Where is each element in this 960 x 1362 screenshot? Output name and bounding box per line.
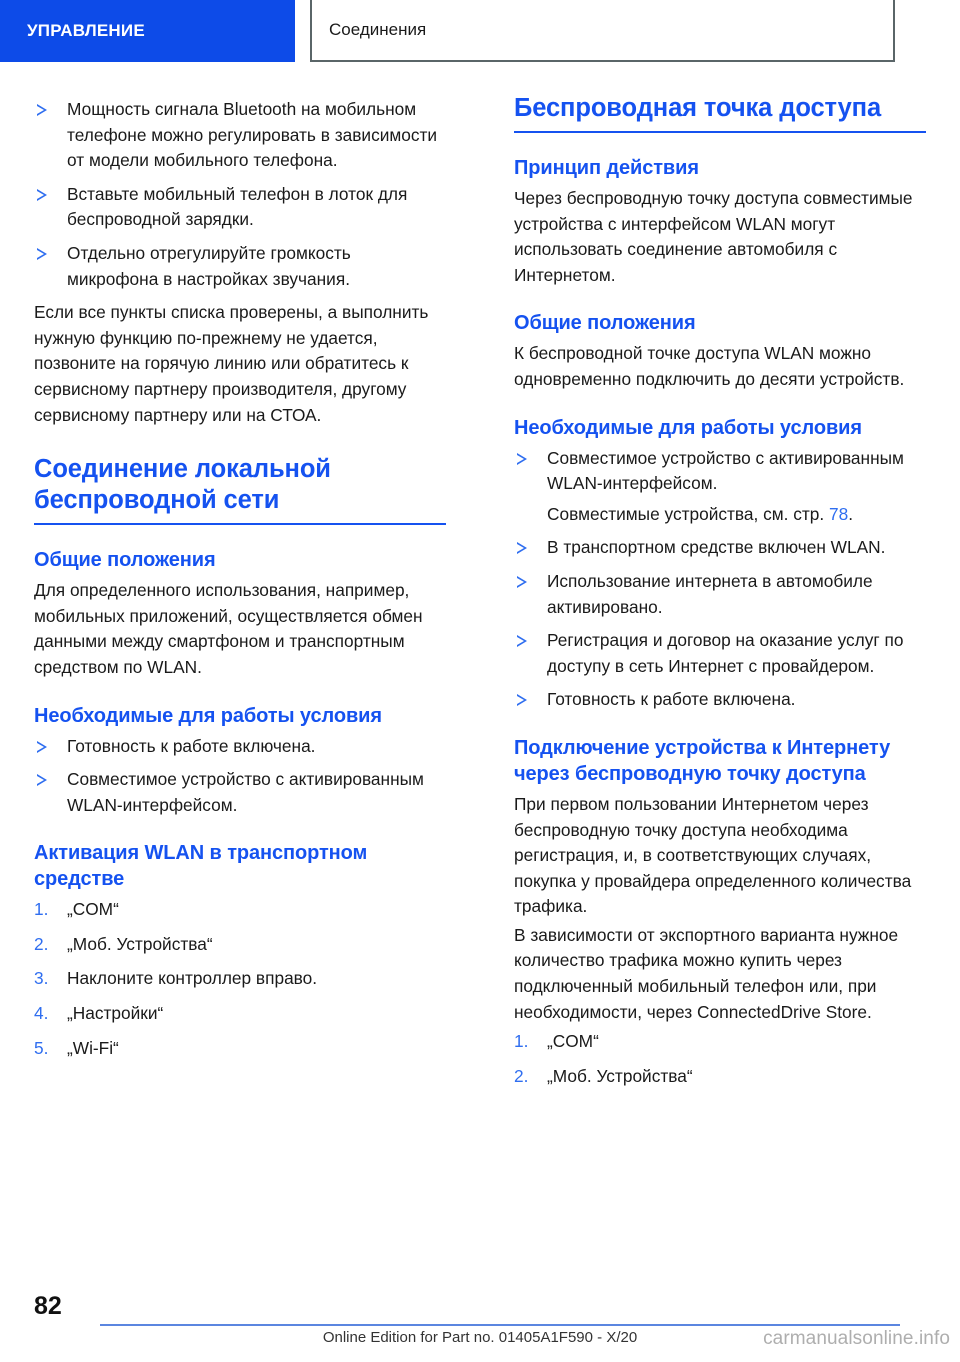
left-column [34, 93, 446, 1098]
list-item-text: „Моб. Устройства“ [67, 933, 213, 954]
list-item [34, 897, 446, 923]
subsection-paragraph: Через беспроводную точку доступа совместимые устройства с интерфейсом WLAN могут использовать соединение автомобиля с Интернетом. [514, 188, 913, 285]
subsection-heading: Общие положения [34, 549, 216, 572]
list-item-text: Совместимое устройство с активированным WLAN-интерфейсом. [67, 769, 424, 815]
cross-reference-note [547, 502, 926, 528]
subsection-heading: Общие положения [514, 312, 696, 335]
intro-bullet-list [34, 97, 446, 292]
numbered-step-list [34, 897, 446, 1061]
list-item-text: Вставьте мобильный телефон в лоток для беспроводной зарядки. [67, 183, 408, 230]
triangle-bullet-icon [37, 774, 47, 786]
triangle-bullet-icon [37, 104, 47, 116]
triangle-bullet-icon [517, 576, 527, 588]
list-item [514, 687, 926, 713]
subsection-heading: Активация WLAN в транспортном средстве [34, 842, 368, 891]
requirements-bullet-list [34, 734, 446, 819]
list-item [514, 446, 926, 528]
content-columns [0, 93, 960, 1098]
list-item-text: Использование интернета в автомобиле активировано. [547, 570, 873, 617]
numbered-step-list [514, 1029, 926, 1089]
list-item [514, 569, 926, 620]
list-item-text: Готовность к работе включена. [547, 689, 796, 710]
right-column [514, 93, 926, 1098]
triangle-bullet-icon [37, 741, 47, 753]
cross-reference-suffix: . [848, 503, 854, 524]
list-item-text: Готовность к работе включена. [67, 735, 316, 756]
list-item [34, 1001, 446, 1027]
page-header [0, 0, 960, 64]
list-item [34, 1036, 446, 1062]
triangle-bullet-icon [517, 635, 527, 647]
list-item [514, 1029, 926, 1055]
subsection-heading: Необходимые для работы условия [34, 704, 382, 727]
section-heading: Беспроводная точка доступа [514, 93, 926, 133]
list-item-text: Совместимое устройство с активированным WLAN-интерфейсом. [547, 447, 904, 494]
triangle-bullet-icon [517, 542, 527, 554]
triangle-bullet-icon [37, 189, 47, 201]
list-item-text: В транспортном средстве включен WLAN. [547, 537, 886, 558]
section-tab-label: Соединения [329, 20, 427, 39]
list-item-text: „COM“ [547, 1031, 599, 1052]
list-item [34, 182, 446, 233]
subsection-paragraph: При первом пользовании Интернетом через беспроводную точку доступа необходима регистрация, и, в соответствующих случаях, покупка у провайдера определенного количества трафика. [514, 793, 912, 917]
requirements-bullet-list [514, 446, 926, 713]
intro-paragraph: Если все пункты списка проверены, а выполнить нужную функцию по-прежнему не удается, позвоните на горячую линию или обратитесь к сервисному партнеру производителя, другому сервисному партнеру или на СТОА. [34, 302, 429, 425]
subsection-paragraph: Для определенного использования, например, мобильных приложений, осуществляется обмен данными между смартфоном и транспортным средством по WLAN. [34, 580, 423, 677]
page-reference-link[interactable]: 78 [829, 503, 849, 524]
list-item [34, 932, 446, 958]
list-item [514, 628, 926, 679]
triangle-bullet-icon [517, 694, 527, 706]
list-item-text: Мощность сигнала Bluetooth на мобильном телефоне можно регулировать в зависимости от модели мобильного телефона. [67, 99, 438, 171]
list-item-text: „Моб. Устройства“ [547, 1065, 693, 1086]
list-item-text: „Wi-Fi“ [67, 1037, 119, 1058]
chapter-banner [0, 0, 295, 62]
list-item [34, 734, 446, 760]
list-item [514, 1064, 926, 1090]
section-heading: Соединение локальной беспроводной сети [34, 454, 446, 525]
page-number: 82 [34, 1292, 62, 1320]
list-item-text: Наклоните контроллер вправо. [67, 968, 318, 989]
list-item-text: Регистрация и договор на оказание услуг по доступу в сеть Интернет с провайдером. [547, 630, 904, 676]
list-item-text: „COM“ [67, 899, 119, 920]
list-item [34, 241, 446, 292]
list-item [34, 97, 446, 174]
list-item [34, 767, 446, 818]
subsection-heading: Принцип действия [514, 157, 699, 179]
site-watermark: carmanualsonline.info [763, 1328, 950, 1349]
subsection-paragraph: К беспроводной точке доступа WLAN можно одновременно подключить до десяти устройств. [514, 343, 905, 389]
chapter-label: УПРАВЛЕНИЕ [27, 21, 145, 40]
subsection-heading: Подключение устройства к Интернету через беспроводную точку доступа [514, 736, 891, 785]
subsection-heading: Необходимые для работы условия [514, 416, 862, 439]
subsection-paragraph: В зависимости от экспортного варианта нужное количество трафика можно купить через подключенный мобильный телефон или, при необходимости, через ConnectedDrive Store. [514, 924, 899, 1022]
list-item-text: Отдельно отрегулируйте громкость микрофона в настройках звучания. [67, 242, 351, 289]
cross-reference-prefix: Совместимые устройства, см. стр. [547, 503, 830, 524]
section-tab [310, 0, 895, 62]
footer-divider [100, 1324, 900, 1326]
list-item [34, 966, 446, 992]
list-item-text: „Настройки“ [67, 1003, 164, 1024]
triangle-bullet-icon [37, 248, 47, 260]
list-item [514, 535, 926, 561]
page-footer [0, 1280, 960, 1362]
triangle-bullet-icon [517, 453, 527, 465]
edition-note: Online Edition for Part no. 01405A1F590 - X/20 [322, 1329, 638, 1346]
